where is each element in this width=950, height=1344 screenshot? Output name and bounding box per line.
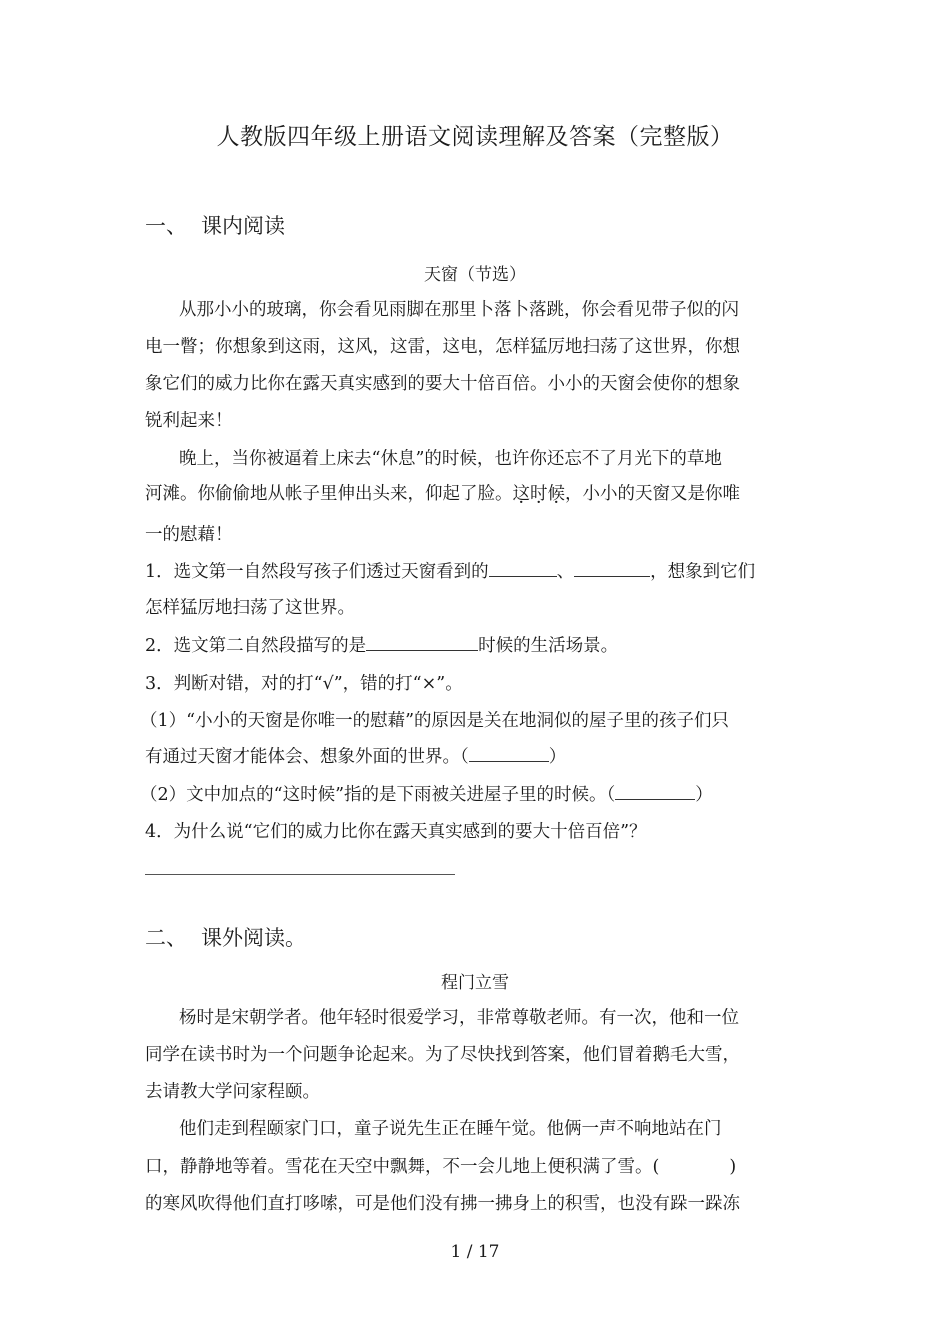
answer-blank[interactable] bbox=[574, 562, 650, 577]
passage-2-line: 杨时是宋朝学者。他年轻时很爱学习，非常尊敬老师。有一次，他和一位 bbox=[179, 1008, 739, 1028]
passage-1-line: 象它们的威力比你在露天真实感到的要大十倍百倍。小小的天窗会使你的想象 bbox=[145, 374, 740, 394]
passage-1-line: 一的慰藉！ bbox=[145, 525, 233, 545]
question-4: 4．为什么说“它们的威力比你在露天真实感到的要大十倍百倍”？ bbox=[145, 822, 647, 842]
passage-text: ，小小的天窗又是你唯 bbox=[565, 484, 740, 504]
passage-text: ) bbox=[729, 1157, 737, 1177]
question-text: 2．选文第二自然段描写的是 bbox=[145, 636, 367, 656]
answer-blank[interactable] bbox=[469, 747, 549, 762]
answer-blank[interactable] bbox=[366, 636, 478, 651]
question-3-2 bbox=[140, 781, 713, 806]
page-number: 1 / 17 bbox=[450, 1242, 500, 1262]
passage-1-line: 晚上，当你被逼着上床去“休息”的时候，也许你还忘不了月光下的草地 bbox=[179, 449, 722, 469]
document-title: 人教版四年级上册语文阅读理解及答案（完整版） bbox=[216, 124, 734, 150]
section-1-heading bbox=[145, 210, 285, 240]
passage-2-line: 他们走到程颐家门口，童子说先生正在睡午觉。他俩一声不响地站在门 bbox=[179, 1119, 722, 1139]
section-2-number: 二、 bbox=[145, 926, 187, 950]
section-2-title: 课外阅读。 bbox=[201, 926, 306, 950]
passage-2-line: 的寒风吹得他们直打哆嗦，可是他们没有拂一拂身上的积雪，也没有跺一跺冻 bbox=[145, 1194, 740, 1214]
section-1-title: 课内阅读 bbox=[201, 214, 285, 238]
section-1-number: 一、 bbox=[145, 214, 187, 238]
passage-1-line: 锐利起来！ bbox=[145, 411, 233, 431]
question-3-1: （1）“小小的天窗是你唯一的慰藉”的原因是关在地洞似的屋子里的孩子们只 bbox=[140, 711, 730, 731]
passage-1-line: 从那小小的玻璃，你会看见雨脚在那里卜落卜落跳，你会看见带子似的闪 bbox=[179, 300, 739, 320]
dotted-character: 这 bbox=[512, 484, 530, 504]
question-text: 有通过天窗才能体会、想象外面的世界。（ bbox=[145, 747, 469, 767]
question-1 bbox=[145, 558, 755, 583]
passage-1-line-with-dotted-words bbox=[145, 480, 740, 505]
question-3: 3．判断对错，对的打“√”，错的打“×”。 bbox=[145, 674, 463, 694]
question-text: ） bbox=[695, 785, 713, 805]
question-text: ） bbox=[548, 747, 567, 767]
passage-2-line: 去请教大学问家程颐。 bbox=[145, 1082, 320, 1102]
passage-text: 河滩。你偷偷地从帐子里伸出头来，仰起了脸。 bbox=[145, 484, 513, 504]
question-3-1-continued bbox=[145, 743, 566, 768]
passage-1-title: 天窗（节选） bbox=[424, 265, 526, 285]
passage-text: 口，静静地等着。雪花在天空中飘舞，不一会儿地上便积满了雪。( bbox=[145, 1157, 660, 1177]
question-text: 时候的生活场景。 bbox=[478, 636, 619, 656]
dotted-character: 候 bbox=[547, 484, 565, 504]
question-2 bbox=[145, 632, 618, 657]
answer-blank[interactable] bbox=[489, 562, 557, 577]
dotted-character: 时 bbox=[530, 484, 548, 504]
question-text: （2）文中加点的“这时候”指的是下雨被关进屋子里的时候。（ bbox=[140, 785, 616, 805]
section-2-heading bbox=[145, 922, 306, 952]
answer-line[interactable] bbox=[145, 874, 455, 875]
passage-2-line: 同学在读书时为一个问题争论起来。为了尽快找到答案，他们冒着鹅毛大雪， bbox=[145, 1045, 740, 1065]
question-text: 、 bbox=[556, 562, 575, 582]
passage-2-title: 程门立雪 bbox=[441, 973, 509, 993]
passage-2-line-with-blank bbox=[145, 1153, 736, 1178]
question-text: ，想象到它们 bbox=[650, 562, 756, 582]
question-text: 1．选文第一自然段写孩子们透过天窗看到的 bbox=[145, 562, 489, 582]
question-1-continued: 怎样猛厉地扫荡了这世界。 bbox=[145, 598, 355, 618]
passage-1-line: 电一瞥；你想象到这雨，这风，这雷，这电，怎样猛厉地扫荡了这世界，你想 bbox=[145, 337, 740, 357]
answer-blank[interactable] bbox=[615, 785, 695, 800]
